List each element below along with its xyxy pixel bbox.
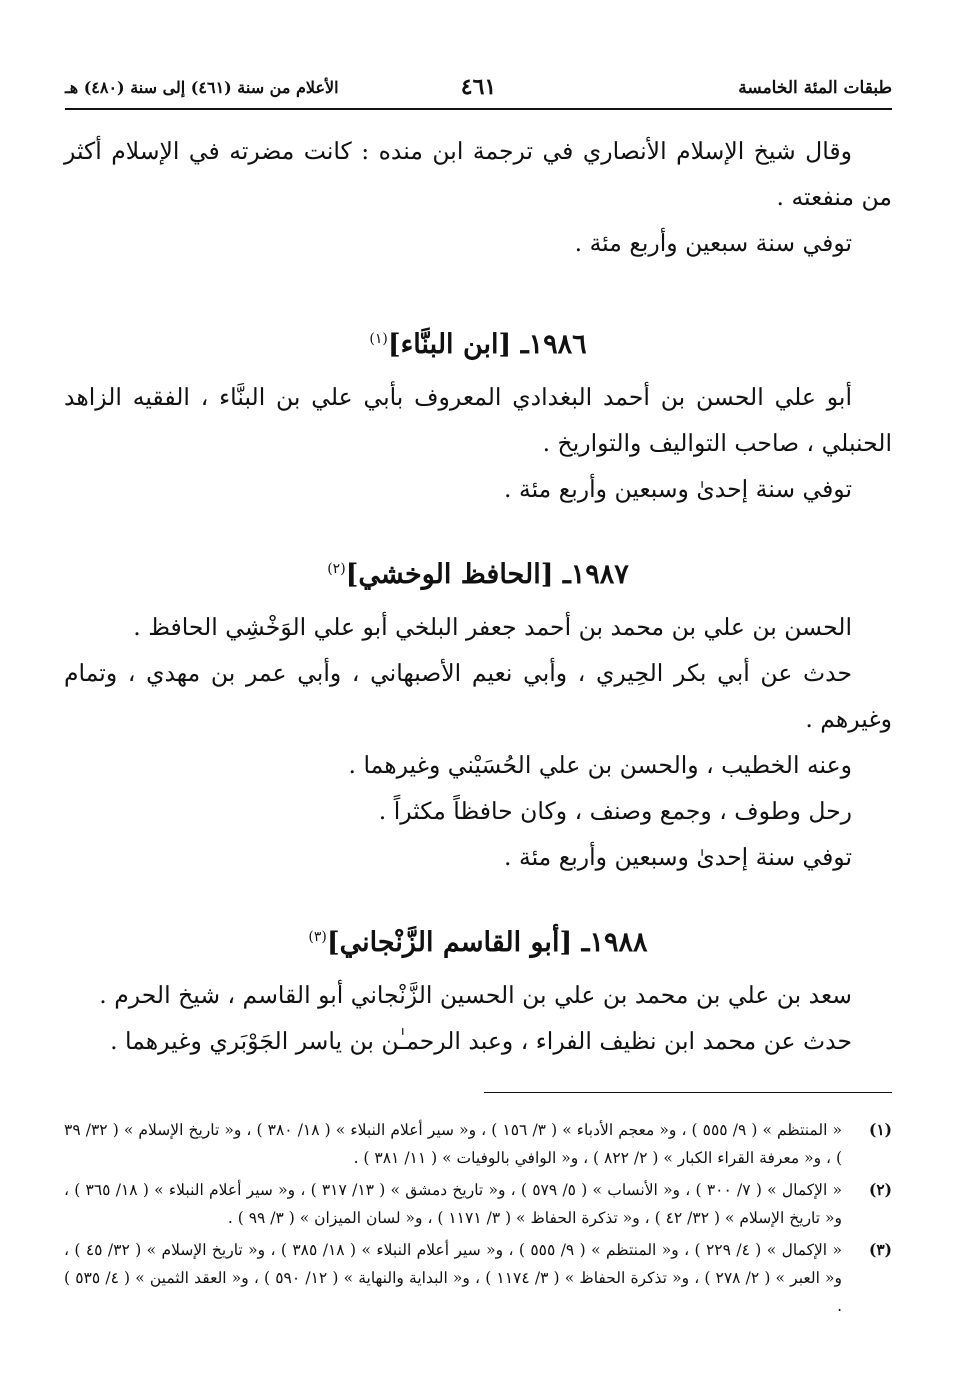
entry-paragraph: حدث عن محمد ابن نظيف الفراء ، وعبد الرحمـٰن بن ياسر الجَوْبَري وغيرهما . <box>110 1027 852 1055</box>
footnote-ref: (٢) <box>327 561 346 577</box>
entry-title-1987 <box>64 540 892 604</box>
footnote-number: (٢) <box>868 1180 892 1199</box>
footnote-2 <box>64 1176 892 1232</box>
page-number: ٤٦١ <box>460 74 497 100</box>
entry-title-text: ١٩٨٨ـ [أبو القاسم الزَّنْجاني] <box>326 927 648 958</box>
footnote-3 <box>64 1236 892 1320</box>
footnote-text: « الإكمال » ( ٤/ ٢٢٩ ) ، و« المنتظم » ( ٩/ ٥٥٥ ) ، و« سير أعلام النبلاء » ( ١٨/ ٣٨٥ ) ، و« تاريخ الإسلام » ( ٣٢/ ٤٥ ) ، و« العبر » ( ٢/ ٢٧٨ ) ، و« تذكرة الحفاظ » ( ٣/ ١١٧٤ ) ، و« البداية والنهاية » ( ١٢/ ٥٩٠ ) ، و« العقد الثمين » ( ٤/ ٥٣٥ ) . <box>64 1241 843 1315</box>
entry-paragraph: حدث عن أبي بكر الحِيري ، وأبي نعيم الأصبهاني ، وأبي عمر بن مهدي ، وتمام وغيرهم . <box>64 659 892 733</box>
entry-title-1986 <box>64 310 892 374</box>
entry-paragraph: الحسن بن علي بن محمد بن أحمد جعفر البلخي أبو علي الوَخْشِي الحافظ . <box>133 613 852 641</box>
entry-paragraph: توفي سنة إحدىٰ وسبعين وأربع مئة . <box>504 475 852 503</box>
footnote-ref: (١) <box>369 331 388 347</box>
entry-paragraph: أبو علي الحسن بن أحمد البغدادي المعروف بأبي علي بن البنَّاء ، الفقيه الزاهد الحنبلي ، صاحب التواليف والتواريخ . <box>64 383 892 457</box>
entry-title-1988 <box>64 908 892 972</box>
intro-paragraph: وقال شيخ الإسلام الأنصاري في ترجمة ابن منده : كانت مضرته في الإسلام أكثر من منفعته . <box>64 137 892 211</box>
footnote-divider <box>484 1092 892 1093</box>
entry-title-text: ١٩٨٦ـ [ابن البنَّاء] <box>387 329 587 360</box>
header-section-title: طبقات المئة الخامسة <box>738 78 892 98</box>
intro-death-note: توفي سنة سبعين وأربع مئة . <box>574 229 852 257</box>
header-year-range: الأعلام من سنة (٤٦١) إلى سنة (٤٨٠) هـ <box>65 78 339 97</box>
footnotes <box>64 1116 892 1324</box>
footnote-1 <box>64 1116 892 1172</box>
entry-paragraph: رحل وطوف ، وجمع وصنف ، وكان حافظاً مكثراً . <box>378 797 852 825</box>
footnote-text: « الإكمال » ( ٧/ ٣٠٠ ) ، و« الأنساب » ( ٥/ ٥٧٩ ) ، و« تاريخ دمشق » ( ١٣/ ٣١٧ ) ، و« سير أعلام النبلاء » ( ١٨/ ٣٦٥ ) ، و« تاريخ الإسلام » ( ٣٢/ ٤٢ ) ، و« تذكرة الحفاظ » ( ٣/ ١١٧١ ) ، و« لسان الميزان » ( ٣/ ٩٩ ) . <box>64 1181 843 1227</box>
entry-paragraph: سعد بن علي بن محمد بن علي بن الحسين الزَّنْجاني أبو القاسم ، شيخ الحرم . <box>99 981 852 1009</box>
entry-paragraph: وعنه الخطيب ، والحسن بن علي الحُسَيْني وغيرهما . <box>348 751 852 779</box>
footnote-number: (٣) <box>868 1240 892 1259</box>
entry-paragraph: توفي سنة إحدىٰ وسبعين وأربع مئة . <box>504 843 852 871</box>
footnote-number: (١) <box>868 1120 892 1139</box>
main-text <box>64 128 892 1064</box>
footnote-text: « المنتظم » ( ٩/ ٥٥٥ ) ، و« معجم الأدباء » ( ٣/ ١٥٦ ) ، و« سير أعلام النبلاء » ( ١٨/ ٣٨٠ ) ، و« تاريخ الإسلام » ( ٣٢/ ٣٩ ) ، و« معرفة القراء الكبار » ( ٢/ ٨٢٢ ) ، و« الوافي بالوفيات » ( ١١/ ٣٨١ ) . <box>64 1121 842 1167</box>
running-header <box>65 74 892 110</box>
footnote-ref: (٣) <box>308 929 327 945</box>
entry-title-text: ١٩٨٧ـ [الحافظ الوخشي] <box>345 559 629 590</box>
